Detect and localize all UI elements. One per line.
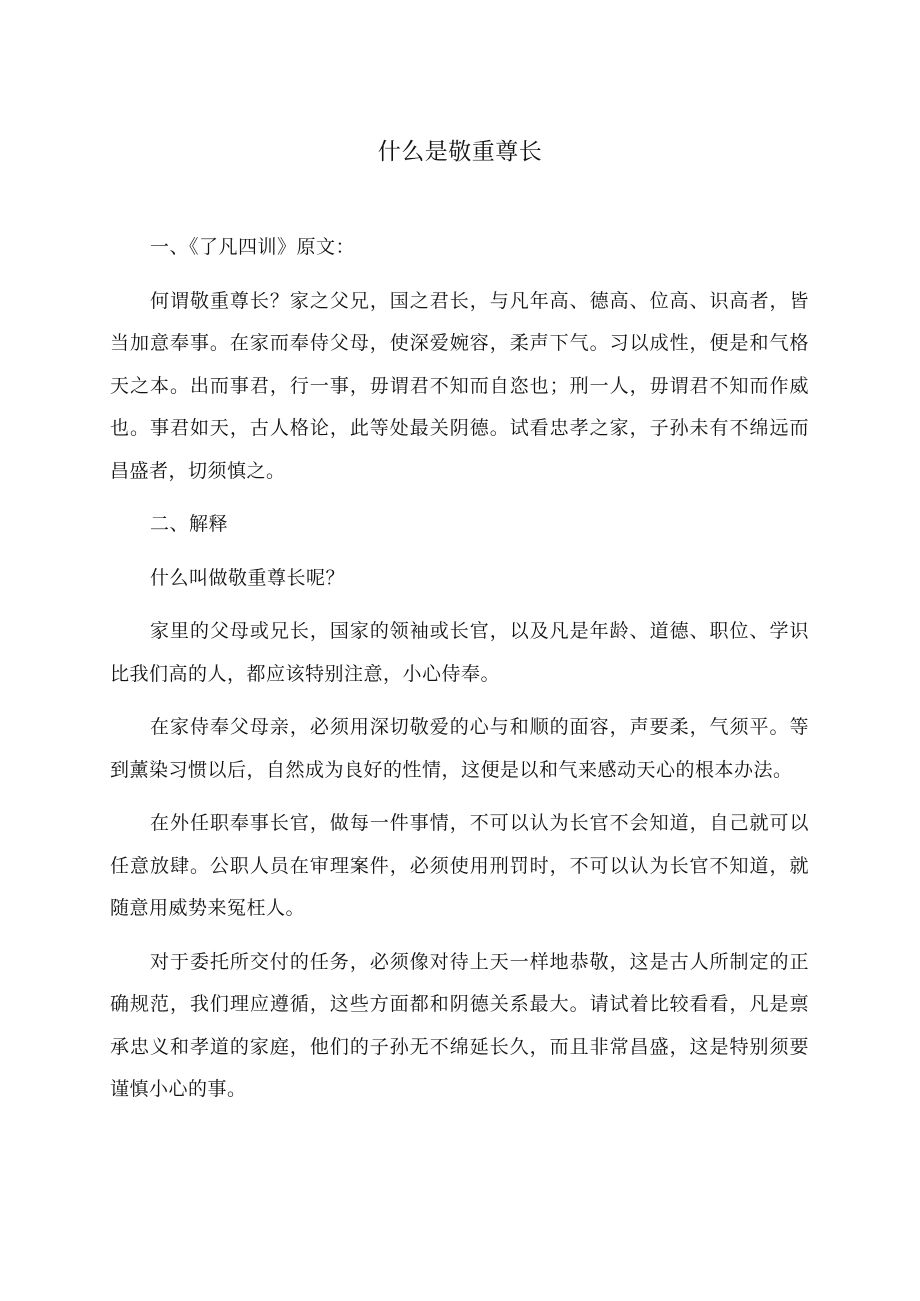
paragraph-elders-definition: 家里的父母或兄长，国家的领袖或长官，以及凡是年龄、道德、职位、学识比我们高的人，都应该特别注意，小心侍奉。 — [110, 620, 809, 685]
page-title: 什么是敬重尊长 — [377, 139, 543, 165]
paragraph-serving-superiors: 在外任职奉事长官，做每一件事情，不可以认为长官不会知道，自己就可以任意放肆。公职人员在审理案件，必须使用刑罚时，不可以认为长官不知道，就随意用威势来冤枉人。 — [110, 812, 809, 919]
paragraph-question: 什么叫做敬重尊长呢？ — [150, 566, 346, 589]
paragraph-serving-parents: 在家侍奉父母亲，必须用深切敬爱的心与和顺的面容，声要柔，气须平。等到薰染习惯以后，自然成为良好的性情，这便是以和气来感动天心的根本办法。 — [110, 716, 809, 781]
section-heading-original-text: 一、《了凡四训》原文： — [150, 236, 356, 258]
paragraph-loyalty-filial-piety: 对于委托所交付的任务，必须像对待上天一样地恭敬，这是古人所制定的正确规范，我们理应遵循，这些方面都和阴德关系最大。请试着比较看看，凡是禀承忠义和孝道的家庭，他们的子孙无不绵延长久，而且非常昌盛，这是特别须要谨慎小心的事。 — [110, 950, 809, 1100]
paragraph-original-text: 何谓敬重尊长？家之父兄，国之君长，与凡年高、德高、位高、识高者，皆当加意奉事。在家而奉侍父母，使深爱婉容，柔声下气。习以成性，便是和气格天之本。出而事君，行一事，毋谓君不知而自恣也；刑一人，毋谓君不知而作威也。事君如天，古人格论，此等处最关阴德。试看忠孝之家，子孙未有不绵远而昌盛者，切须慎之。 — [110, 289, 809, 482]
section-heading-explanation: 二、解释 — [150, 513, 229, 535]
document-body — [110, 226, 809, 1122]
